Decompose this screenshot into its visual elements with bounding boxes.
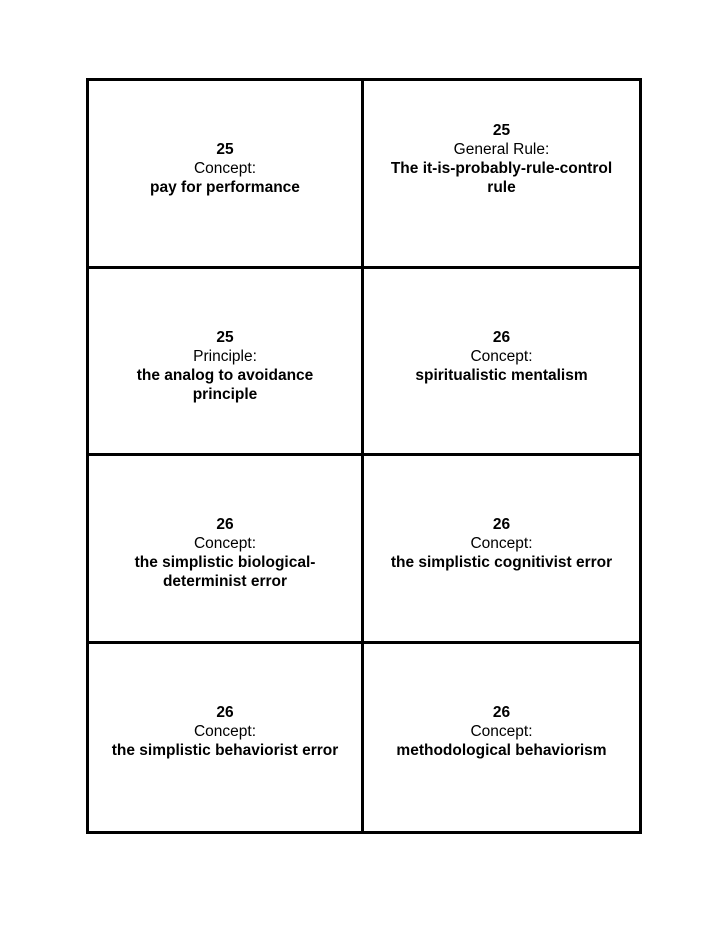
flashcard: [89, 81, 364, 269]
flashcard: [364, 644, 639, 832]
card-type: Concept:: [470, 722, 533, 740]
flashcard: [364, 456, 639, 644]
flashcard: [89, 269, 364, 457]
card-title: the simplistic cognitivist error: [390, 554, 613, 571]
card-number: 26: [492, 328, 511, 346]
flashcard: [364, 269, 639, 457]
card-type: Principle:: [193, 347, 257, 365]
card-title: methodological behaviorism: [396, 741, 607, 759]
card-type: Concept:: [193, 722, 257, 740]
card-number: 25: [216, 141, 234, 158]
card-title: pay for performance: [150, 179, 300, 196]
card-type: Concept:: [193, 160, 257, 177]
card-title: the analog to avoidance principle: [136, 366, 314, 403]
flashcard: [364, 81, 639, 269]
card-title: the simplistic behaviorist error: [111, 741, 339, 759]
card-type: Concept:: [470, 535, 533, 552]
card-type: Concept:: [470, 347, 533, 365]
card-type: General Rule:: [453, 141, 550, 158]
flashcard: [89, 644, 364, 832]
card-number: 25: [492, 122, 511, 139]
flashcard: [89, 456, 364, 644]
card-title: spiritualistic mentalism: [415, 366, 588, 384]
flashcard-grid: [86, 78, 642, 834]
card-number: 26: [216, 703, 234, 721]
card-number: 26: [216, 516, 234, 533]
card-number: 26: [492, 703, 511, 721]
card-title: the simplistic biological-determinist error: [134, 554, 316, 590]
card-title: The it-is-probably-rule-control rule: [390, 160, 613, 196]
card-type: Concept:: [193, 535, 257, 552]
card-number: 26: [492, 516, 511, 533]
card-number: 25: [216, 328, 234, 346]
